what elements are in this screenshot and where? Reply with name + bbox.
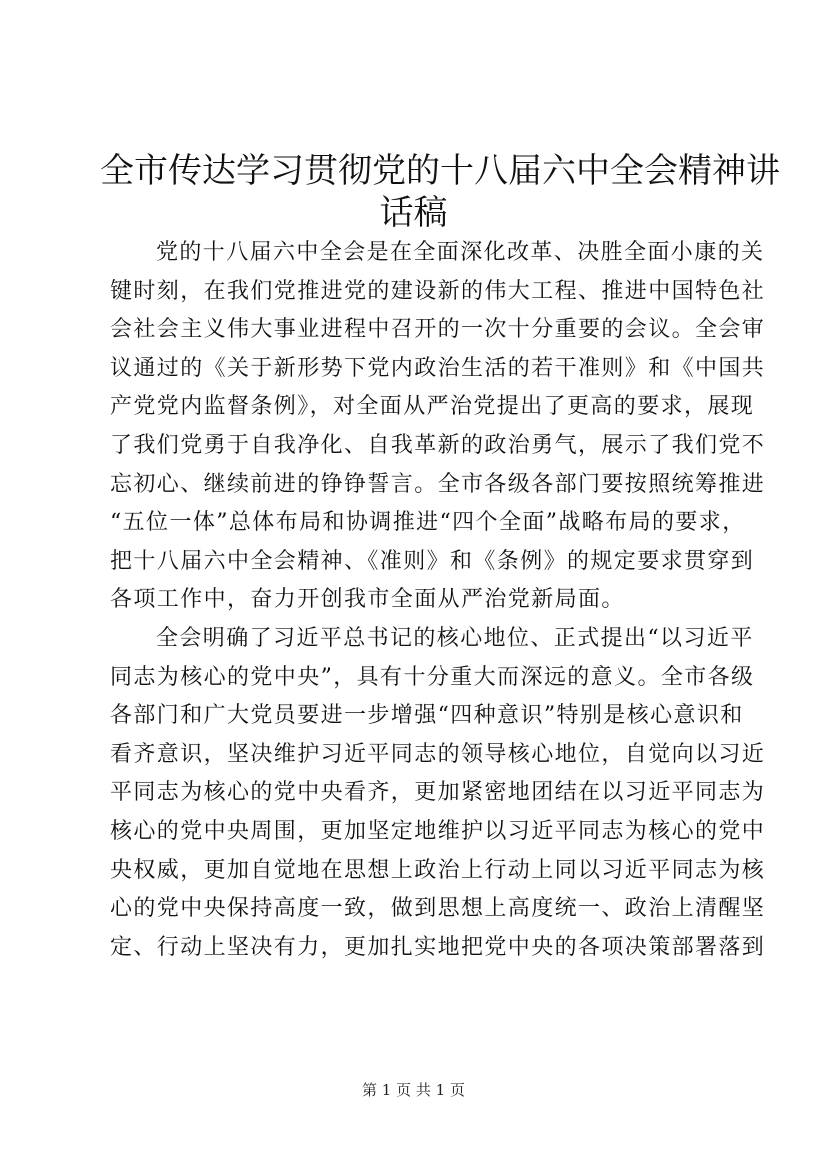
document-title xyxy=(100,150,780,234)
text-line: 同志为核心的党中央”，具有十分重大而深远的意义。全市各级 xyxy=(110,664,755,690)
text-line: 键时刻，在我们党推进党的建设新的伟大工程、推进中国特色社 xyxy=(110,278,766,304)
text-line: 产党党内监督条例》，对全面从严治党提出了更高的要求，展现 xyxy=(110,394,755,420)
text-line: 央权威，更加自觉地在思想上政治上行动上同以习近平同志为核 xyxy=(110,857,766,883)
text-line: 各项工作中，奋力开创我市全面从严治党新局面。 xyxy=(110,587,625,613)
paragraph-2 xyxy=(110,620,766,967)
paragraph-1 xyxy=(110,234,766,620)
text-line: 心的党中央保持高度一致，做到思想上高度统一、政治上清醒坚 xyxy=(110,896,766,922)
text-line: “五位一体”总体布局和协调推进“四个全面”战略布局的要求， xyxy=(110,510,746,536)
text-line: 定、行动上坚决有力，更加扎实地把党中央的各项决策部署落到 xyxy=(110,934,766,960)
page-footer: 第 1 页 共 1 页 xyxy=(362,1081,465,1099)
document-body xyxy=(110,234,766,967)
text-line: 全会明确了习近平总书记的核心地位、正式提出“以习近平 xyxy=(156,625,754,651)
text-line: 党的十八届六中全会是在全面深化改革、决胜全面小康的关 xyxy=(156,240,765,265)
text-line: 各部门和广大党员要进一步增强“四种意识”特别是核心意识和 xyxy=(110,703,744,729)
title-line-2: 话稿 xyxy=(379,193,448,233)
text-line: 核心的党中央周围，更加坚定地维护以习近平同志为核心的党中 xyxy=(110,818,766,844)
text-line: 了我们党勇于自我净化、自我革新的政治勇气，展示了我们党不 xyxy=(110,432,766,458)
title-line-1: 全市传达学习贯彻党的十八届六中全会精神讲 xyxy=(100,151,780,191)
text-line: 会社会主义伟大事业进程中召开的一次十分重要的会议。全会审 xyxy=(110,317,766,343)
text-line: 平同志为核心的党中央看齐，更加紧密地团结在以习近平同志为 xyxy=(110,780,766,806)
text-line: 忘初心、继续前进的铮铮誓言。全市各级各部门要按照统筹推进 xyxy=(110,471,766,497)
text-line: 把十八届六中全会精神、《准则》和《条例》的规定要求贯穿到 xyxy=(110,548,755,574)
text-line: 看齐意识，坚决维护习近平同志的领导核心地位，自觉向以习近 xyxy=(110,741,766,767)
text-line: 议通过的《关于新形势下党内政治生活的若干准则》和《中国共 xyxy=(110,355,766,381)
